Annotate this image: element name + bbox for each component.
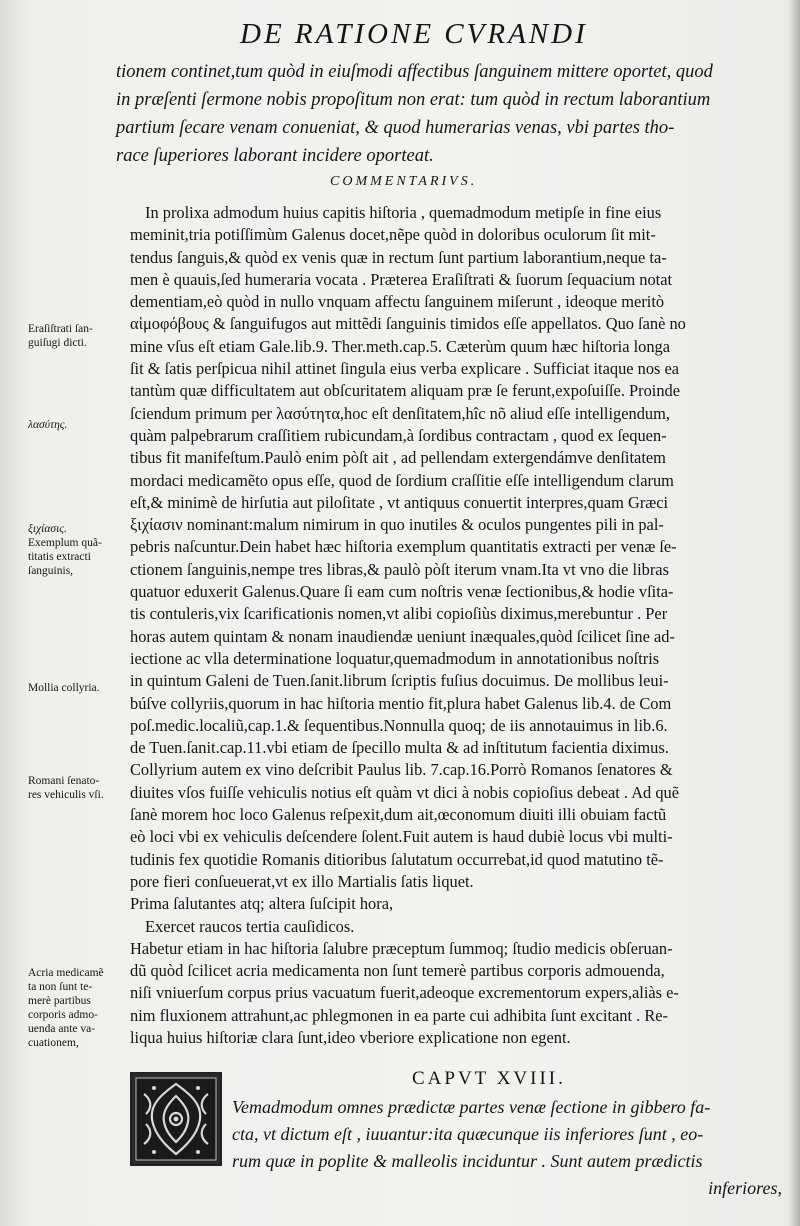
ornament-icon — [132, 1074, 220, 1164]
body-line: de Tuen.ſanit.cap.11.vbi etiam de ſpecillo multa & ad inſtitutum facientia diximus. — [130, 738, 669, 758]
body-line: in quintum Galeni de Tuen.ſanit.librum ſcriptis fuſius docuimus. De mollibus leui- — [130, 671, 669, 691]
intro-line: tionem continet,tum quòd in eiuſmodi affectibus ſanguinem mittere oportet, quod — [116, 62, 713, 82]
body-line: quatuor eduxerit Galenus.Quare ſi eam cum noſtris venæ ſectionibus,& hodie vſita- — [130, 582, 674, 602]
chapter-line: rum quæ in poplite & malleolis inciduntur . Sunt autem prædictis — [232, 1151, 703, 1171]
body-line: ξιχίασιν nominant:malum nimirum in quo inutiles & oculos pungentes pili in pal- — [130, 515, 664, 535]
ornamental-initial-q — [130, 1072, 222, 1166]
body-line: eò loci vbi ex vehiculis deſcendere ſolent.Fuit autem is haud dubiè locus vbi multi- — [130, 827, 673, 847]
chapter-text — [232, 1094, 782, 1202]
body-line: diuites vſos fuiſſe vehiculis notius eſt quàm vt dici à nobis copioſius debeat . Ad quẽ — [130, 782, 680, 802]
closing-line: nim fluxionem attrahunt,ac phlegmonen in ea parte cui adhibita ſunt excitant . Re- — [130, 1005, 668, 1025]
body-line: pore fieri conſueuerat,vt ex illo Martialis ſatis liquet. — [130, 871, 474, 891]
body-line: tendus ſanguis,& quòd ex venis quæ in rectum ſunt partium laborantium,neque ta- — [130, 247, 667, 267]
body-line: meminit,tria potiſſimùm Galenus docet,nẽpe quòd in doloribus oculorum ſit mit- — [130, 225, 656, 245]
closing-line: dũ quòd ſcilicet acria medicamenta non ſunt temerè partibus corporis admouenda, — [130, 961, 665, 981]
body-line: tantùm quæ difficultatem aut obſcuritatem aliquam præ ſe ferunt,expoſuiſſe. Proinde — [130, 381, 681, 401]
margin-note-erasistratus: Eraſiſtrati ſan- guiſugi dicti. — [28, 323, 93, 349]
commentary-body — [130, 202, 780, 1049]
verse-line: Exercet raucos tertia cauſidicos. — [145, 916, 355, 936]
body-line: búſve collyriis,quorum in hac hiſtoria mentio fit,plura habet Galenus lib.4. de Com — [130, 693, 672, 713]
body-line: ſanè morem hoc loco Galenus reſpexit,dum ait,œconomum diuiti illi obuiam factũ — [130, 805, 667, 825]
body-line: horas autem quintam & nonam inaudiendæ ueniunt inæquales,quòd ſcilicet ſine ad- — [130, 626, 675, 646]
page-edge-shadow — [788, 0, 800, 1226]
body-line: quàm palpebrarum craſſitiem rubicundam,à ſordibus contractam , quod ex ſequen- — [130, 425, 667, 445]
body-line: αἱμοφόβους & ſanguifugos aut mittẽdi ſanguinis timidos eſſe appellatos. Quo ſanè no — [130, 314, 686, 334]
body-line: dementiam,eò quòd in nullo vnquam affectu ſanguinem miſerunt , ideoque meritò — [130, 292, 665, 312]
body-line: ctionem ſanguinis,nempe tres libras,& paulò pòſt iterum vnam.Ita vt vno die libras — [130, 559, 669, 579]
body-line: mordaci medicamẽto opus eſſe, quod de ſordium craſſitie eſſe intelligendum clarum — [130, 470, 674, 490]
body-line: mine vſus eſt etiam Gale.lib.9. Ther.meth.cap.5. Cæterùm quum hæc hiſtoria longa — [130, 336, 671, 356]
body-line: pebris naſcuntur.Dein habet hæc hiſtoria exemplum quantitatis extracti per venæ ſe- — [130, 537, 677, 557]
body-line: Collyrium autem ex vino deſcribit Paulus lib. 7.cap.16.Porrò Romanos ſenatores & — [130, 760, 673, 780]
body-line: poſ.medic.localiũ,cap.1.& ſequentibus.Nonnulla quoq; de iis annotauimus in lib.6. — [130, 715, 668, 735]
intro-line: partium ſecare venam conueniat, & quod humerarias venas, vbi partes tho- — [116, 118, 675, 138]
closing-line: Habetur etiam in hac hiſtoria ſalubre præceptum ſummoq; ſtudio medicis obſeruan- — [130, 938, 673, 958]
intro-paragraph — [116, 58, 776, 170]
chapter-line: inferiores, — [708, 1178, 782, 1198]
closing-line: liqua huius hiſtoriæ clara ſunt,ideo vberiore explicatione non egent. — [130, 1027, 571, 1047]
margin-note-lasytes: λασύτης. — [28, 419, 68, 431]
body-line: tis contuleris,vix ſcarificationis nomen,vt alibi copioſiùs diximus,merebuntur . Per — [130, 604, 668, 624]
body-line: ſit & ſatis perſpicua nihil attinet ſingula eius verba explicare . Sufficiat itaque nos ea — [130, 359, 680, 379]
chapter-line: Vemadmodum omnes prædictæ partes venæ ſectione in gibbero fa- — [232, 1097, 711, 1117]
closing-line: niſi vniuerſum corpus prius vacuatum fuerit,adeoque excrementorum expers,aliàs e- — [130, 983, 679, 1003]
body-line: men è quauis,ſed humeraria vocata . Præterea Eraſiſtrati & ſuorum ſequacium notat — [130, 269, 673, 289]
intro-line: race ſuperiores laborant incidere oporteat. — [116, 146, 434, 166]
body-line: In prolixa admodum huius capitis hiſtoria , quemadmodum metipſe in fine eius — [145, 203, 662, 222]
intro-line: in præſenti ſermone nobis propoſitum non erat: tum quòd in rectum laborantium — [116, 90, 711, 110]
margin-note-mollia: Mollia collyria. — [28, 682, 100, 694]
verse-line: Prima ſalutantes atq; altera ſuſcipit hora, — [130, 894, 394, 914]
body-line: ſciendum primum per λασύτητα,hoc eſt denſitatem,hîc nõ aliud eſſe intelligendum, — [130, 403, 670, 423]
running-head: DE RATIONE CVRANDI — [240, 18, 588, 50]
section-title: COMMENTARIVS. — [330, 174, 478, 189]
margin-note-acria: Acria medicamẽ ta non ſunt te- merè partibus corporis admo- uenda ante va- cuationem, — [28, 967, 104, 1049]
body-line: eſt,& minimè de hirſutia aut piloſitate , vt antiquus conuertit interpres,quam Græci — [130, 492, 669, 512]
body-line: iectione ac vlla determinatione loquatur,quemadmodum in annotationibus noſtris — [130, 648, 660, 668]
body-line: tudinis fex quotidie Romanis ditioribus ſalutatum occurrebat,id quod matutino tẽ- — [130, 849, 664, 869]
chapter-heading: CAPVT XVIII. — [412, 1068, 566, 1089]
body-line: tibus fit manifeſtum.Paulò enim pòſt ait , ad pellendam extergendámve denſitatem — [130, 448, 666, 468]
chapter-line: cta, vt dictum eſt , iuuantur:ita quæcunque iis inferiores ſunt , eo- — [232, 1124, 704, 1144]
margin-note-romani: Romani ſenato- res vehiculis vſi. — [28, 775, 104, 801]
margin-note-exemplum: ξιχίασις. Exemplum quã- titatis extracti ſanguinis, — [28, 523, 102, 577]
